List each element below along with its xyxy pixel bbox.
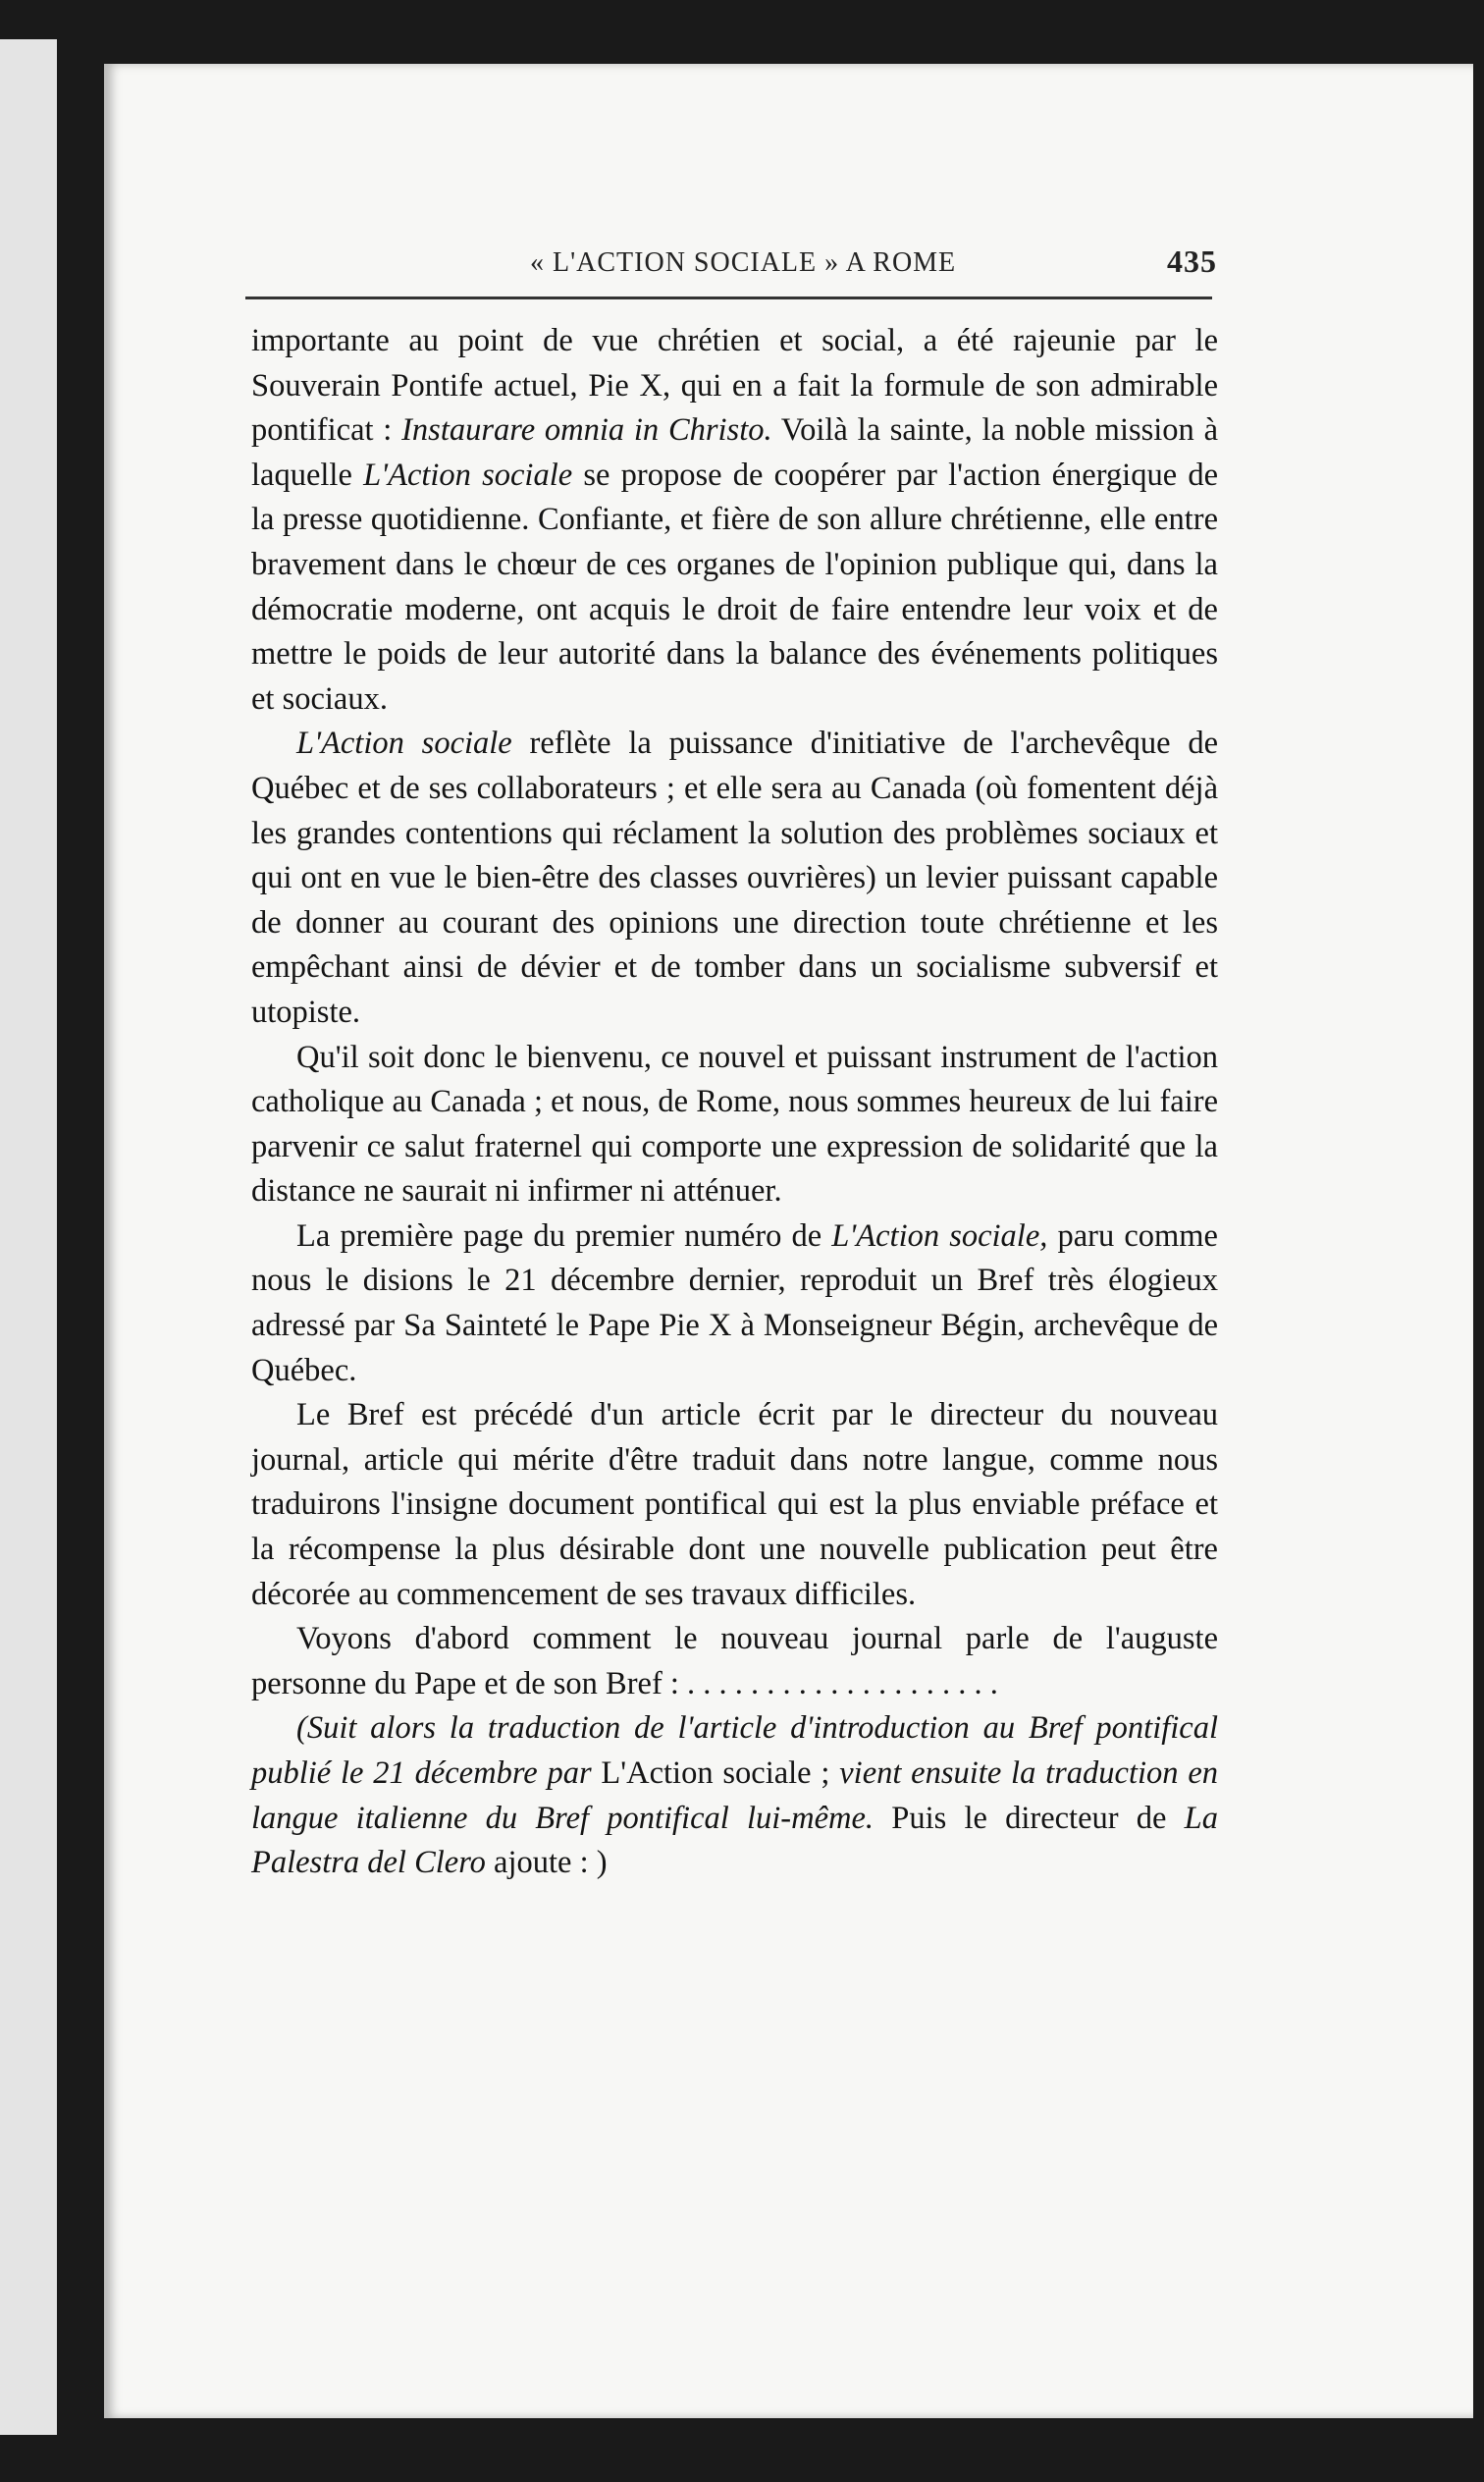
italic-run: L'Action sociale — [296, 726, 512, 762]
text-run: Puis le directeur de — [874, 1800, 1185, 1836]
text-run: Qu'il soit donc le bienvenu, ce nouvel et puissant instrument de l'action catholique au Canada ; et nous, de Rome, nous sommes heureux de lui faire parvenir ce salut fraternel qui comporte une expression de solidarité que la distance ne saurait ni infirmer ni atténuer. — [251, 1039, 1218, 1210]
text-run: Voilà la sainte, la noble mission à laquelle — [251, 412, 1218, 493]
italic-run: Instaurare omnia in Christo. — [401, 412, 772, 449]
editorial-note — [251, 1706, 1218, 1885]
text-run: Voyons d'abord comment le nouveau journal parle de l'auguste personne du Pape et de son Bref : . . . . . . . . . . . . . . . . . . . . — [251, 1621, 1218, 1701]
text-run: reflète la puissance d'initiative de l'archevêque de Québec et de ses collaborateurs ; et elle sera au Canada (où fomentent déjà les grandes contentions qui réclament la solution des problèmes sociaux et qui ont en vue le bien-être des classes ouvrières) un levier puissant capable de donner au courant des opinions une direction toute chrétienne et les empêchant ainsi de dévier et de tomber dans un socialisme subversif et utopiste. — [251, 726, 1218, 1030]
italic-run: L'Action sociale, — [831, 1217, 1048, 1254]
italic-run: La Palestra del Clero — [251, 1800, 1218, 1881]
page-number: 435 — [1167, 243, 1217, 279]
text-run: L'Action sociale ; — [591, 1755, 840, 1791]
running-header — [530, 243, 1217, 287]
paragraph — [251, 1393, 1218, 1617]
italic-run: (Suit alors la traduction de l'article d'introduction au Bref pontifical publié le 21 décembre par — [251, 1710, 1218, 1791]
paragraph — [251, 722, 1218, 1035]
text-run: ajoute : ) — [485, 1845, 608, 1881]
text-run: La première page du premier numéro de — [296, 1217, 832, 1254]
italic-run: L'Action sociale — [363, 457, 573, 493]
body-text — [251, 319, 1218, 1886]
header-rule — [245, 297, 1212, 299]
italic-run: vient ensuite la traduction en langue italienne du Bref pontifical lui-même. — [251, 1755, 1218, 1836]
text-run: paru comme nous le disions le 21 décembre dernier, reproduit un Bref très élogieux adressé par Sa Sainteté le Pape Pie X à Monseigneur Bégin, archevêque de Québec. — [251, 1217, 1218, 1388]
paragraph — [251, 1036, 1218, 1214]
running-title: « L'ACTION SOCIALE » A ROME — [530, 247, 957, 278]
paragraph — [251, 1617, 1218, 1706]
text-run: importante au point de vue chrétien et social, a été rajeunie par le Souverain Pontife actuel, Pie X, qui en a fait la formule de son admirable pontificat : — [251, 323, 1218, 449]
previous-page-edge — [0, 39, 57, 2435]
paragraph — [251, 1214, 1218, 1393]
text-run: se propose de coopérer par l'action énergique de la presse quotidienne. Confiante, et fière de son allure chrétienne, elle entre bravement dans le chœur de ces organes de l'opinion publique qui, dans la démocratie moderne, ont acquis le droit de faire entendre leur voix et de mettre le poids de leur autorité dans la balance des événements politiques et sociaux. — [251, 457, 1218, 717]
paragraph-continuation — [251, 319, 1218, 722]
text-run: Le Bref est précédé d'un article écrit par le directeur du nouveau journal, article qui mérite d'être traduit dans notre langue, comme nous traduirons l'insigne document pontifical qui est la plus enviable préface et la récompense la plus désirable dont une nouvelle publication peut être décorée au commencement de ses travaux difficiles. — [251, 1397, 1218, 1612]
